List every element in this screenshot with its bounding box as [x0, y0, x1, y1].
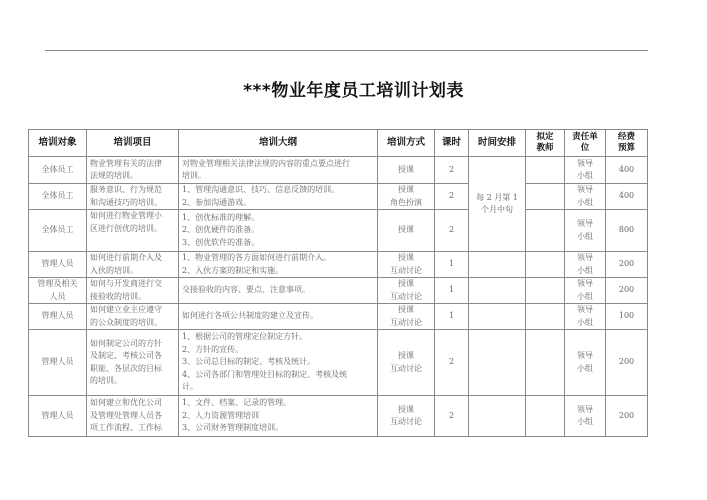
cell-method: 授课 角色扮演	[378, 184, 435, 210]
cell-teacher	[526, 184, 565, 210]
table-row	[29, 210, 648, 252]
training-plan-table	[28, 129, 648, 437]
cell-outline: 对物业管理相关法律法规的内容的重点要点进行 培训。	[179, 157, 378, 184]
cell-teacher	[526, 157, 565, 184]
cell-schedule	[469, 278, 526, 304]
cell-unit: 领导 小组	[565, 330, 606, 396]
cell-outline: 1、文件、档案、记录的管理。 2、人力资源管理培训 3、公司财务管理制度培训。	[179, 396, 378, 437]
cell-teacher	[526, 210, 565, 252]
header-target: 培训对象	[29, 130, 87, 157]
header-responsible-unit: 责任单 位	[565, 130, 606, 157]
cell-teacher	[526, 304, 565, 330]
cell-method: 授课 互动讨论	[378, 396, 435, 437]
cell-target: 管理及相关 人员	[29, 278, 87, 304]
cell-schedule	[469, 396, 526, 437]
cell-target: 全体员工	[29, 184, 87, 210]
cell-hours: 1	[435, 304, 469, 330]
cell-target: 管理人员	[29, 304, 87, 330]
cell-target: 管理人员	[29, 396, 87, 437]
cell-hours: 2	[435, 396, 469, 437]
table-row	[29, 304, 648, 330]
cell-target: 管理人员	[29, 252, 87, 278]
table-header-row	[29, 130, 648, 157]
cell-unit: 领导 小组	[565, 278, 606, 304]
table-row	[29, 157, 648, 184]
cell-budget: 400	[606, 184, 648, 210]
cell-outline: 1、物业管理的各方面如何进行前期介入。 2、入伙方案的制定和实施。	[179, 252, 378, 278]
cell-target: 全体员工	[29, 157, 87, 184]
cell-project: 如何进行前期介入及 入伙的培训。	[87, 252, 179, 278]
cell-method: 授课 互动讨论	[378, 252, 435, 278]
cell-teacher	[526, 396, 565, 437]
cell-schedule-merged: 每 2 月第 1 个月中旬	[469, 157, 526, 252]
header-budget: 经费 预算	[606, 130, 648, 157]
document-title: ***物业年度员工培训计划表	[243, 81, 464, 101]
cell-hours: 2	[435, 184, 469, 210]
cell-teacher	[526, 252, 565, 278]
cell-target: 管理人员	[29, 330, 87, 396]
cell-project: 服务意识、行为规范 和沟通技巧的培训。	[87, 184, 179, 210]
cell-hours: 2	[435, 330, 469, 396]
cell-budget: 200	[606, 330, 648, 396]
table-row	[29, 252, 648, 278]
cell-outline: 交接验收的内容、要点、注意事项。	[179, 278, 378, 304]
cell-budget: 200	[606, 278, 648, 304]
cell-budget: 400	[606, 157, 648, 184]
cell-budget: 800	[606, 210, 648, 252]
cell-schedule	[469, 330, 526, 396]
cell-teacher	[526, 330, 565, 396]
cell-hours: 2	[435, 157, 469, 184]
header-rule	[45, 50, 648, 51]
cell-unit: 领导 小组	[565, 157, 606, 184]
header-hours: 课时	[435, 130, 469, 157]
cell-project: 如何制定公司的方针 及制定、考核公司各 职能、各层次的目标 的培训。	[87, 330, 179, 396]
cell-schedule	[469, 304, 526, 330]
cell-teacher	[526, 278, 565, 304]
table-row	[29, 330, 648, 396]
cell-unit: 领导 小组	[565, 304, 606, 330]
cell-method: 授课 互动讨论	[378, 330, 435, 396]
header-project: 培训项目	[87, 130, 179, 157]
cell-hours: 2	[435, 210, 469, 252]
cell-unit: 领导 小组	[565, 210, 606, 252]
cell-budget: 200	[606, 396, 648, 437]
cell-project: 如何建立业主应遵守 的公众制度的培训。	[87, 304, 179, 330]
cell-project: 如何建立和优化公司 及管理处管理人员各 项工作流程、工作标	[87, 396, 179, 437]
header-schedule: 时间安排	[469, 130, 526, 157]
cell-hours: 1	[435, 252, 469, 278]
table-row	[29, 396, 648, 437]
cell-method: 授课	[378, 210, 435, 252]
cell-budget: 200	[606, 252, 648, 278]
cell-project: 如何与开发商进行交 接验收的培训。	[87, 278, 179, 304]
cell-unit: 领导 小组	[565, 184, 606, 210]
cell-outline: 1、创优标准的理解。 2、创优硬件的准备。 3、创优软件的准备。	[179, 210, 378, 252]
cell-outline: 1、根据公司的管理定位制定方针。 2、方针的宣传。 3、公司总目标的制定、考核及统计。 4、公司各部门和管理处目标的制定、考核及统 计。	[179, 330, 378, 396]
header-method: 培训方式	[378, 130, 435, 157]
cell-method: 授课 互动讨论	[378, 304, 435, 330]
cell-schedule	[469, 252, 526, 278]
table-row	[29, 184, 648, 210]
cell-project: 如何进行物业管理小 区进行创优的培训。	[87, 210, 179, 252]
cell-target: 全体员工	[29, 210, 87, 252]
cell-budget: 100	[606, 304, 648, 330]
cell-method: 授课 互动讨论	[378, 278, 435, 304]
cell-method: 授课	[378, 157, 435, 184]
cell-unit: 领导 小组	[565, 252, 606, 278]
cell-hours: 1	[435, 278, 469, 304]
cell-outline: 1、管理沟通意识、技巧、信息反馈的培训。 2、参加沟通游戏。	[179, 184, 378, 210]
cell-unit: 领导 小组	[565, 396, 606, 437]
header-teacher: 拟定 教师	[526, 130, 565, 157]
cell-project: 物业管理有关的法律 法规的培训。	[87, 157, 179, 184]
header-outline: 培训大纲	[179, 130, 378, 157]
table-row	[29, 278, 648, 304]
cell-outline: 如何进行各项公共制度的建立及宣传。	[179, 304, 378, 330]
